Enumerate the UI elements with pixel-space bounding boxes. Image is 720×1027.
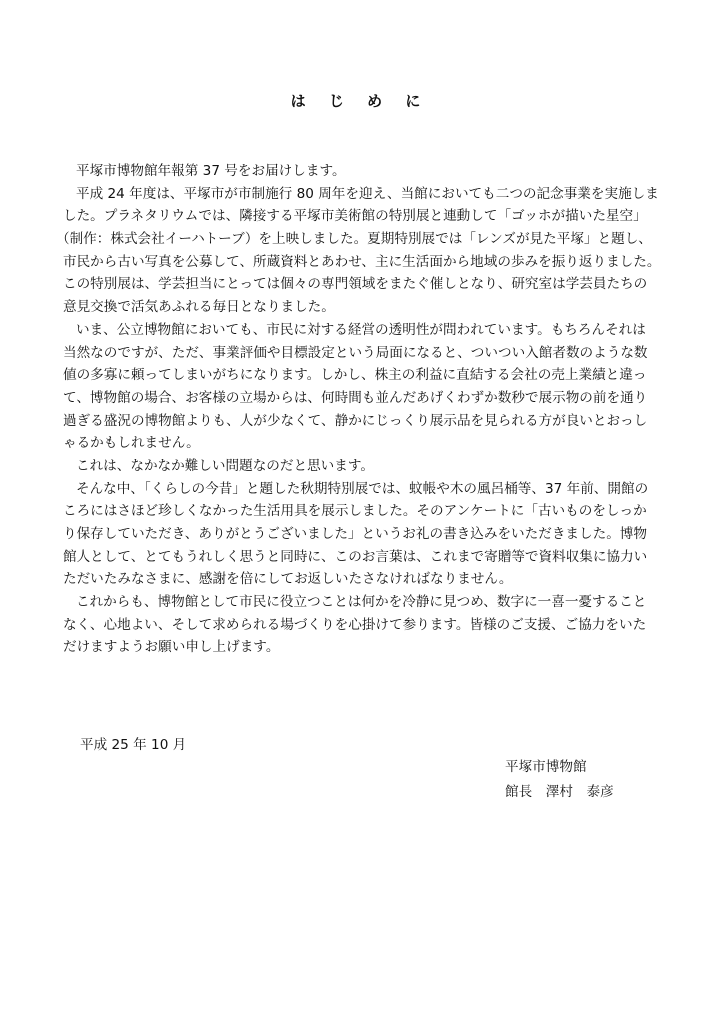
body-line: 市民から古い写真を公募して、所蔵資料とあわせ、主に生活面から地域の歩みを振り返りました。 [63, 253, 661, 270]
body-line: 当然なのですが、ただ、事業評価や目標設定という局面になると、ついつい入館者数のような数 [63, 344, 648, 361]
signature-block [505, 755, 614, 805]
body-line: 平塚市博物館年報第 37 号をお届けします。 [76, 163, 346, 179]
body-line: 館人として、とてもうれしく思うと同時に、このお言葉は、これまで寄贈等で資料収集に協力い [63, 548, 648, 565]
body-line: 意見交換で活気あふれる毎日となりました。 [63, 299, 335, 316]
document-date: 平成 25 年 10 月 [80, 737, 187, 753]
document-body [56, 160, 663, 659]
body-line: なく、心地よい、そして求められる場づくりを心掛けて参ります。皆様のご支援、ご協力をいた [63, 616, 647, 633]
document-title: は じ め に [290, 92, 430, 110]
body-line: この特別展は、学芸担当にとっては個々の専門領域をまたぐ催しとなり、研究室は学芸員たちの [63, 276, 648, 293]
body-line: これからも、博物館として市民に役立つことは何かを冷静に見つめ、数字に一喜一憂すること [76, 594, 647, 611]
body-line: ゃるかもしれません。 [63, 435, 200, 452]
body-line: ただいたみなさまに、感謝を倍にしてお返しいたさなければなりません。 [63, 571, 513, 588]
body-line: だけますようお願い申し上げます。 [63, 639, 280, 656]
body-line: り保存していただき、ありがとうございました」というお礼の書き込みをいただきました。博物 [63, 526, 647, 542]
body-line: て、博物館の場合、お客様の立場からは、何時間も並んだあげくわずか数秒で展示物の前を通り [63, 389, 648, 406]
body-line: した。プラネタリウムでは、隣接する平塚市美術館の特別展と連動して「ゴッホが描いた星空」 [63, 208, 647, 225]
body-line: 値の多寡に頼ってしまいがちになります。しかし、株主の利益に直結する会社の売上業績と違っ [63, 367, 647, 384]
body-line: （制作：株式会社イーハトーブ）を上映しました。夏期特別展では「レンズが見た平塚」と題し、 [56, 231, 652, 248]
body-line: 平成 24 年度は、平塚市が市制施行 80 周年を迎え、当館においても二つの記念事業を実施しま [76, 185, 659, 202]
signatory-name: 館長 澤村 泰彦 [505, 784, 614, 800]
body-line: 過ぎる盛況の博物館よりも、人が少なくて、静かにじっくり展示品を見られる方が良いとおっし [63, 412, 648, 429]
body-line: そんな中、「くらしの今昔」と題した秋期特別展では、蚊帳や木の風呂桶等、37 年前、開館の [76, 480, 649, 497]
organization-name: 平塚市博物館 [505, 759, 587, 775]
body-line: ころにはさほど珍しくなかった生活用具を展示しました。そのアンケートに「古いものをしっか [63, 503, 647, 520]
body-line: いま、公立博物館においても、市民に対する経営の透明性が問われています。もちろんそれは [76, 321, 646, 338]
body-line: これは、なかなか難しい問題なのだと思います。 [76, 457, 374, 474]
